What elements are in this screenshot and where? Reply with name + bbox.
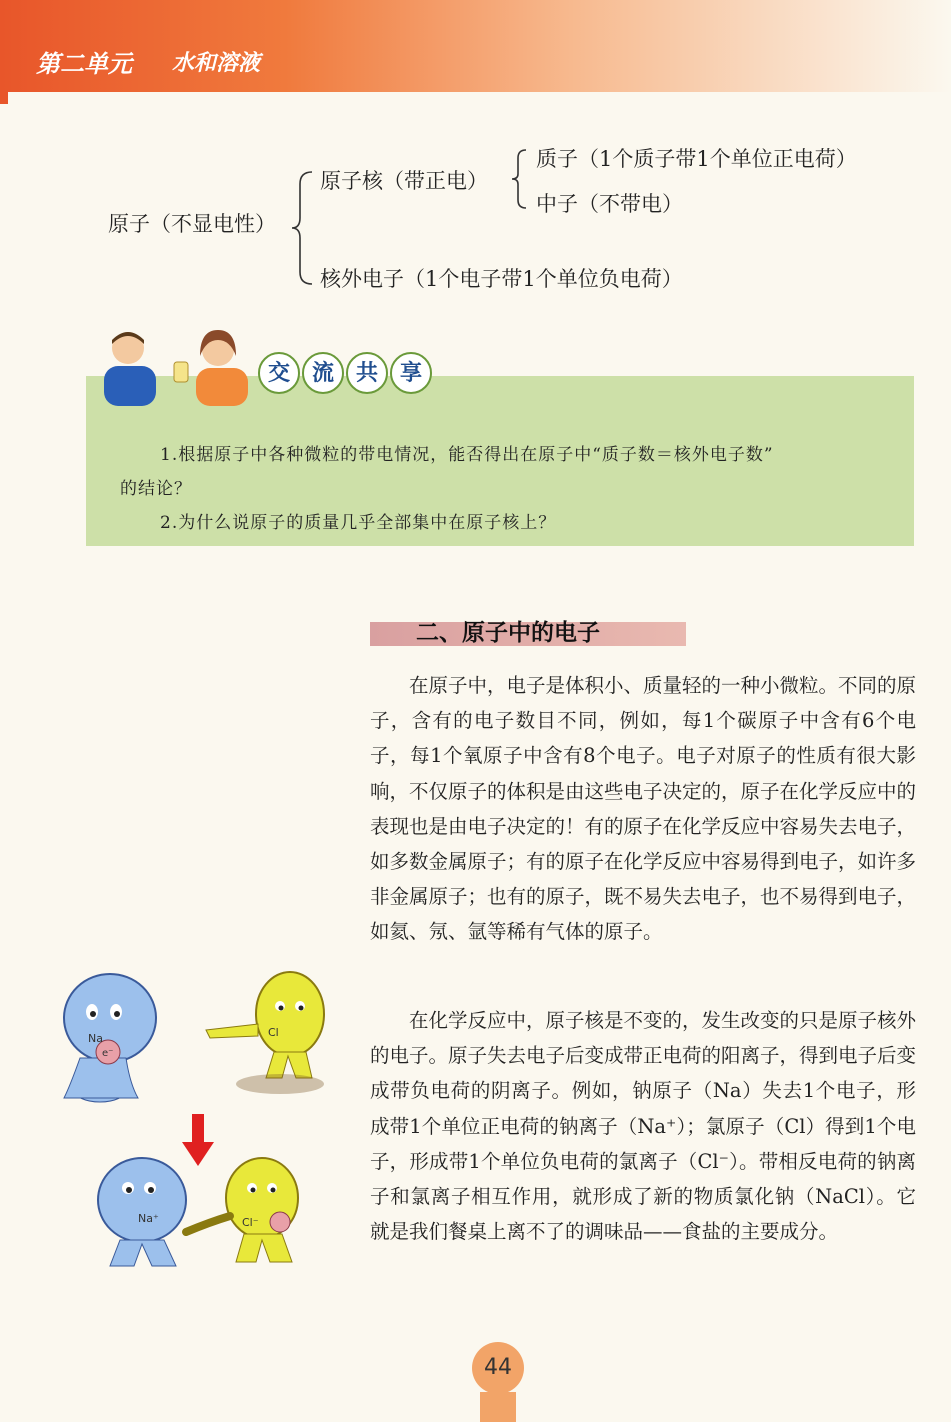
cl-label: Cl [268, 1026, 279, 1039]
share-title-char: 共 [346, 352, 388, 394]
share-title-char: 流 [302, 352, 344, 394]
unit-label: 第二单元 [36, 50, 132, 78]
page-number: 44 [472, 1342, 524, 1394]
cl-ion-label: Cl⁻ [242, 1216, 259, 1229]
chloride-ion [186, 1158, 298, 1262]
paragraph-1: 在原子中，电子是体积小、质量轻的一种小微粒。不同的原子，含有的电子数目不同，例如，每1个碳原子中含有6个电子，每1个氧原子中含有8个电子。电子对原子的性质有很大影响，不仅原子的体积是由这些电子决定的，原子在化学反应中的表现也是由电子决定的！有的原子在化学反应中容易失去电子，如多数金属原子；有的原子在化学反应中容易得到电子，如许多非金属原子；也有的原子，既不易失去电子，也不易得到电子，如氦、氖、氩等稀有气体的原子。 [370, 674, 917, 944]
neutron-label: 中子（不带电） [536, 192, 683, 216]
question-1-line-2: 的结论？ [120, 479, 192, 499]
chlorine-atom [206, 972, 324, 1094]
header-edge [0, 92, 8, 104]
nucleus-brace [508, 146, 532, 212]
electron-label: 核外电子（1个电子带1个单位负电荷） [320, 267, 683, 291]
question-2: 2.为什么说原子的质量几乎全部集中在原子核上？ [160, 513, 557, 533]
nucleus-label: 原子核（带正电） [320, 169, 488, 193]
share-title [258, 352, 432, 394]
paragraph-2: 在化学反应中，原子核是不变的，发生改变的只是原子核外的电子。原子失去电子后变成带正电荷的阳离子，得到电子后变成带负电荷的阴离子。例如，钠原子（Na）失去1个电子，形成带1个单位正电荷的钠离子（Na⁺）；氯原子（Cl）得到1个电子，形成带1个单位负电荷的氯离子（Cl⁻）。带相反电荷的钠离子和氯离子相互作用，就形成了新的物质氯化钠（NaCl）。它就是我们餐桌上离不了的调味品——食盐的主要成分。 [370, 1009, 917, 1244]
page-header [0, 0, 951, 92]
proton-label: 质子（1个质子带1个单位正电荷） [536, 147, 857, 171]
section-heading: 二、原子中的电子 [416, 620, 600, 646]
unit-subject: 水和溶液 [172, 50, 261, 76]
page-number-tab [480, 1392, 516, 1422]
ion-formation-illustration [30, 966, 350, 1278]
kids-illustration [96, 326, 260, 408]
na-label: Na [88, 1032, 103, 1045]
section-heading-bar [370, 622, 686, 646]
sodium-atom [64, 974, 156, 1102]
electron-symbol: e⁻ [102, 1048, 114, 1059]
share-title-char: 交 [258, 352, 300, 394]
down-arrow-icon [182, 1114, 214, 1166]
na-ion-label: Na⁺ [138, 1212, 159, 1225]
share-title-char: 享 [390, 352, 432, 394]
question-1-line-1: 1.根据原子中各种微粒的带电情况，能否得出在原子中“质子数＝核外电子数” [160, 445, 774, 465]
atom-label: 原子（不显电性） [108, 212, 276, 236]
atom-brace [288, 168, 318, 288]
